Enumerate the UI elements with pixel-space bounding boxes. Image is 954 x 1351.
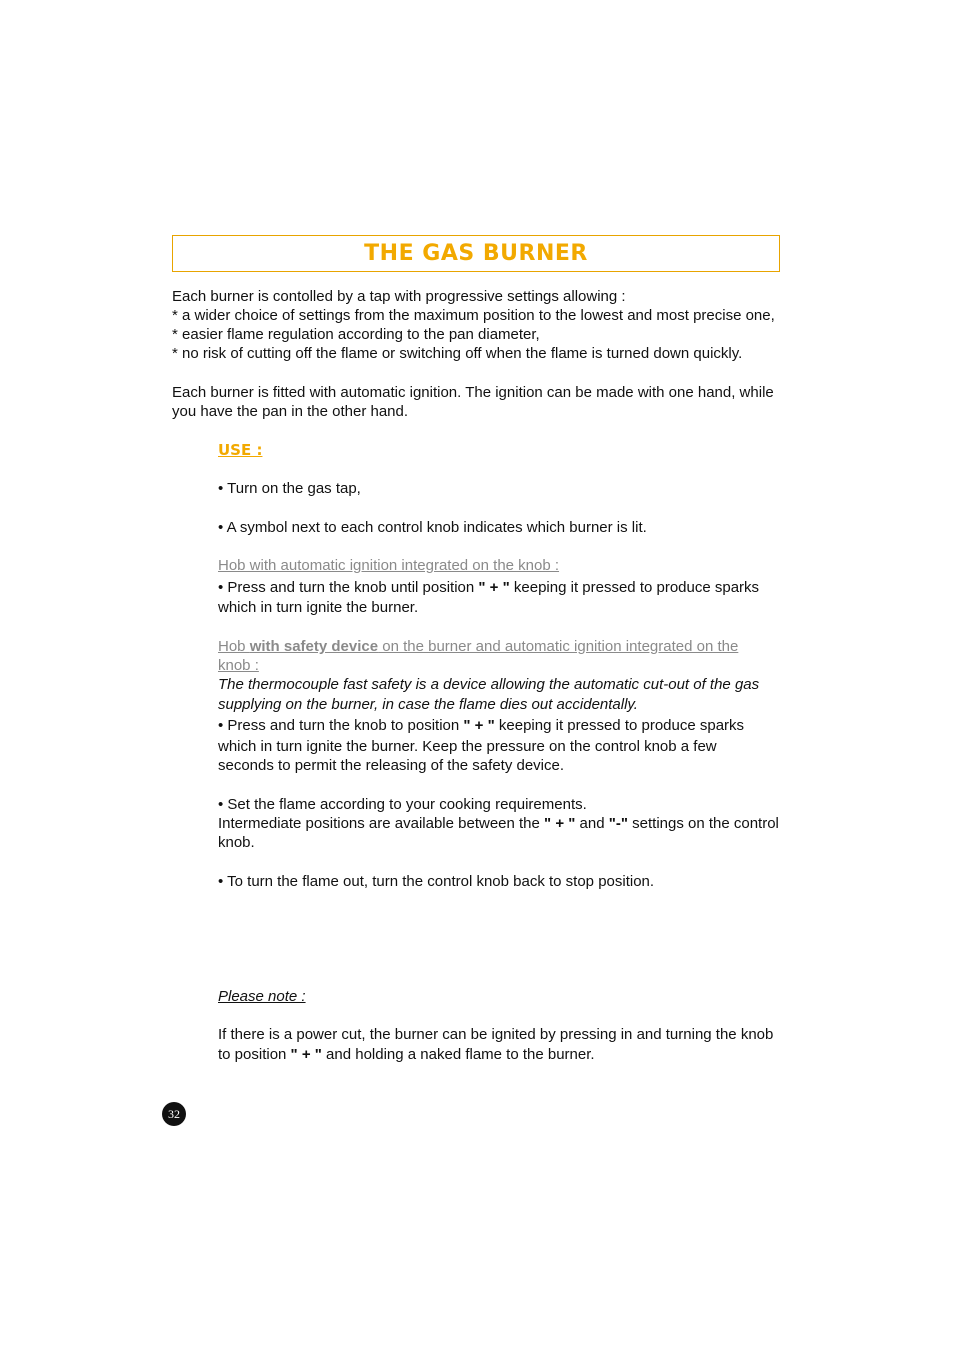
safety-heading-end: knob : (218, 657, 259, 674)
plus-symbol: " + " (290, 1046, 322, 1063)
safety-italic-1: The thermocouple fast safety is a device allowing the automatic cut-out of the gas (218, 676, 760, 693)
safety-line-3: seconds to permit the releasing of the safety device. (218, 757, 565, 774)
safety-text-b: keeping it pressed to produce sparks (494, 717, 745, 734)
safety-line-2: which in turn ignite the burner. Keep the pressure on the control knob a few (218, 738, 717, 755)
intro-lead: Each burner is contolled by a tap with progressive settings allowing : (172, 288, 626, 305)
note-text-b: and holding a naked flame to the burner. (321, 1046, 595, 1063)
flame-text-b: and (575, 815, 609, 832)
note-heading: Please note : (218, 988, 306, 1005)
flame-line-2 (218, 814, 779, 833)
plus-symbol: " + " (478, 579, 510, 596)
flame-text-a: Intermediate positions are available between the (218, 815, 545, 832)
turn-off-step: • To turn the flame out, turn the control knob back to stop position. (218, 873, 655, 890)
page-number: 32 (162, 1102, 186, 1126)
auto-ignition-line-1 (218, 578, 759, 597)
plus-symbol: " + " (544, 815, 576, 832)
page-title: THE GAS BURNER (364, 241, 588, 266)
safety-heading-a: Hob (218, 638, 250, 655)
minus-symbol: "-" (608, 815, 628, 832)
intro-bullet-3: * no risk of cutting off the flame or switching off when the flame is turned down quickly. (172, 345, 743, 362)
ignition-line-1: Each burner is fitted with automatic ignition. The ignition can be made with one hand, while (172, 384, 774, 401)
auto-ignition-heading: Hob with automatic ignition integrated on the knob : (218, 557, 560, 574)
plus-symbol: " + " (463, 717, 495, 734)
step-gas-tap: • Turn on the gas tap, (218, 480, 361, 497)
auto-ignition-text-b: keeping it pressed to produce sparks (509, 579, 760, 596)
safety-heading (218, 637, 738, 656)
intro-bullet-2: * easier flame regulation according to the pan diameter, (172, 326, 540, 343)
intro-bullet-1: * a wider choice of settings from the maximum position to the lowest and most precise one, (172, 307, 775, 324)
note-line-2 (218, 1045, 595, 1064)
use-heading: USE : (218, 441, 263, 459)
flame-text-c: settings on the control (627, 815, 779, 832)
safety-italic-2: supplying on the burner, in case the flame dies out accidentally. (218, 696, 638, 713)
safety-line-1 (218, 716, 744, 735)
safety-text-a: • Press and turn the knob to position (218, 717, 464, 734)
note-text-a: to position (218, 1046, 291, 1063)
title-box (172, 235, 780, 272)
step-symbol: • A symbol next to each control knob indicates which burner is lit. (218, 519, 647, 536)
safety-heading-bold: with safety device (249, 638, 379, 655)
note-line-1: If there is a power cut, the burner can be ignited by pressing in and turning the knob (218, 1026, 774, 1043)
auto-ignition-line-2: which in turn ignite the burner. (218, 599, 419, 616)
flame-line-3: knob. (218, 834, 255, 851)
safety-heading-b: on the burner and automatic ignition integrated on the (378, 638, 739, 655)
flame-line-1: • Set the flame according to your cooking requirements. (218, 796, 587, 813)
ignition-line-2: you have the pan in the other hand. (172, 403, 409, 420)
auto-ignition-text-a: • Press and turn the knob until position (218, 579, 479, 596)
